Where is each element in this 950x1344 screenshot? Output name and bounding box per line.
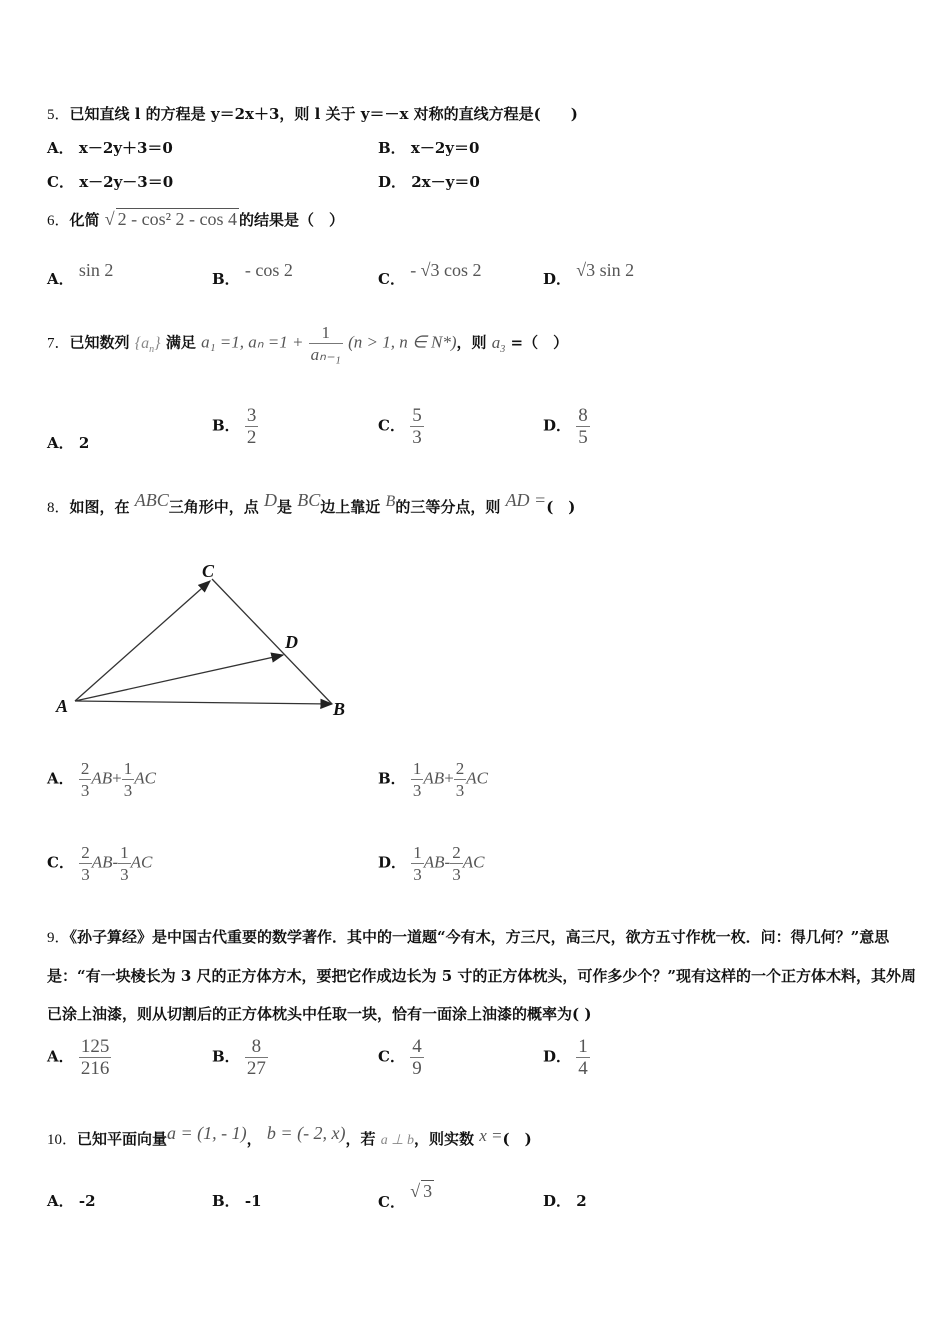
coef-1 (411, 758, 424, 801)
fraction-denominator: aₙ₋₁ (310, 345, 341, 364)
q10-option-d[interactable] (543, 1190, 587, 1211)
q5-option-d[interactable] (378, 171, 480, 192)
fraction-denominator: 3 (80, 781, 90, 800)
q6-option-d[interactable] (543, 260, 635, 289)
question-text: 是 (277, 498, 293, 516)
option-letter: C． (378, 1193, 405, 1211)
option-letter: D． (543, 1192, 572, 1210)
operator: - (444, 852, 451, 872)
option-content: -2 (78, 1192, 96, 1210)
operator: + (112, 768, 122, 788)
vector-ac (75, 581, 210, 701)
vector-1: AB (423, 852, 445, 872)
target-term: $a_3$ (491, 332, 506, 355)
option-fraction (576, 1036, 590, 1079)
label-d: D (285, 632, 298, 652)
option-content: √3 sin 2 (576, 260, 635, 280)
q9-option-c[interactable] (378, 1036, 424, 1079)
option-content: -1 (244, 1192, 262, 1210)
option-letter: B． (212, 1047, 240, 1066)
option-letter: C． (47, 853, 74, 872)
option-letter: C． (378, 416, 405, 435)
question-ask-tail: =（ ） (510, 333, 569, 352)
radicand: 2 - cos² 2 - cos 4 (117, 209, 238, 229)
fraction-numerator: 125 (80, 1036, 110, 1057)
vector-ad (75, 655, 283, 701)
coef-1 (79, 758, 92, 801)
fraction-numerator: 8 (578, 405, 588, 426)
q7-option-d[interactable] (543, 405, 590, 448)
option-content: - √3 cos 2 (410, 260, 482, 280)
option-content: x－2y＋3＝0 (78, 139, 173, 157)
coef-2 (454, 758, 467, 801)
question-text: 化简 (69, 211, 100, 229)
q8-option-c[interactable] (47, 842, 152, 885)
question-text: ，则实数 (414, 1130, 475, 1148)
fraction-numerator: 1 (413, 843, 422, 862)
option-letter: D． (543, 416, 572, 435)
option-letter: D． (543, 1047, 572, 1066)
label-b: B (333, 699, 346, 719)
q6-option-a[interactable] (47, 260, 114, 289)
fraction-numerator: 1 (578, 1036, 588, 1057)
q8-option-a[interactable] (47, 758, 156, 801)
option-letter: B． (212, 1192, 240, 1210)
option-content: 3 (423, 1181, 433, 1201)
option-fraction (410, 405, 424, 448)
question-number: 5． (47, 107, 70, 123)
vector-a: a = (1, - 1) (167, 1123, 247, 1143)
option-content: x－2y－3＝0 (79, 173, 174, 191)
option-letter: D． (378, 173, 407, 191)
fraction-numerator: 1 (123, 759, 133, 778)
vector-ab (75, 701, 332, 704)
question-text: 已知数列 (69, 333, 130, 352)
fraction-denominator: 216 (80, 1058, 110, 1079)
option-letter: A． (47, 270, 74, 288)
question-text: 如图，在 (69, 498, 130, 516)
q10-option-c[interactable] (378, 1181, 434, 1212)
question-text: 已知直线 l 的方程是 y＝2x＋3，则 l 关于 y＝－x 对称的直线方程是( ) (69, 105, 578, 123)
q10-option-a[interactable] (47, 1190, 96, 1211)
coef-1 (79, 842, 92, 885)
question-number: 6． (47, 213, 70, 229)
sqrt-expression: √ 3 (410, 1181, 433, 1201)
question-mid: 满足 (165, 333, 196, 352)
option-content: 2 (576, 1192, 587, 1210)
question-7 (47, 322, 568, 365)
option-fraction (245, 405, 259, 448)
side-cb (212, 579, 332, 704)
label-c: C (202, 561, 215, 581)
condition-start: a₁ =1, aₙ =1 + (201, 332, 304, 352)
option-letter: A． (47, 434, 74, 452)
radical-expression: √ 2 - cos² 2 - cos 4 (104, 209, 238, 229)
vector-1: AB (423, 768, 445, 788)
question-number: 10． (47, 1132, 78, 1148)
option-letter: B． (212, 270, 240, 288)
fraction-denominator: 5 (578, 427, 588, 448)
option-content: - cos 2 (244, 260, 293, 280)
q9-option-a[interactable] (47, 1036, 111, 1079)
vector-b: b = (- 2, x) (266, 1123, 346, 1143)
vector-2: AC (130, 852, 153, 872)
fraction-denominator: 3 (455, 781, 465, 800)
fraction-denominator: 27 (246, 1058, 266, 1079)
option-letter: B． (378, 769, 406, 788)
fraction-numerator: 4 (412, 1036, 422, 1057)
fraction-denominator: 3 (412, 427, 422, 448)
recurrence-fraction (309, 322, 343, 365)
fraction-denominator: 3 (413, 865, 422, 884)
fraction-denominator: 9 (412, 1058, 422, 1079)
option-content: sin 2 (78, 260, 114, 280)
fraction-denominator: 3 (120, 865, 129, 884)
math-triangle: ABC (134, 490, 169, 510)
math-point: D (264, 490, 278, 510)
q6-option-b[interactable] (212, 260, 293, 289)
variable-x: x = (479, 1126, 503, 1145)
option-fraction (576, 405, 590, 448)
triangle-figure (40, 555, 370, 730)
coef-2 (450, 842, 463, 885)
coef-2 (118, 842, 131, 885)
fraction-denominator: 3 (412, 781, 422, 800)
math-segment: BC (297, 490, 321, 510)
fraction-denominator: 4 (578, 1058, 588, 1079)
q5-option-b[interactable] (378, 137, 479, 158)
math-vector: AD = (505, 490, 547, 510)
fraction-numerator: 2 (81, 843, 90, 862)
option-letter: D． (543, 270, 572, 288)
q5-option-a[interactable] (47, 137, 173, 158)
question-text: 《孙子算经》是中国古代重要的数学著作．其中的一道题“今有木，方三尺，高三尺，欲方五寸作枕一枚．问：得几何？”意思是：“有一块棱长为 3 尺的正方体方木，要把它作成边长为 5 寸的正方体枕头，可作多少个？”现有这样的一个正方体木料，其外周已涂上油漆，则从切割后的正方体枕头中任取一块，恰有一面涂上油漆的概率为( ) (47, 928, 917, 1023)
question-text: 的三等分点，则 (395, 498, 501, 516)
q7-option-b[interactable] (212, 405, 258, 448)
question-8 (47, 490, 576, 517)
question-ask: ，则 (456, 333, 487, 352)
q9-option-b[interactable] (212, 1036, 268, 1079)
fraction-numerator: 1 (412, 759, 422, 778)
option-letter: D． (378, 853, 407, 872)
question-number: 7． (47, 335, 70, 352)
q7-option-c[interactable] (378, 405, 424, 448)
question-10 (47, 1123, 532, 1149)
question-text: 已知平面向量 (77, 1130, 168, 1148)
fraction-numerator: 2 (452, 843, 461, 862)
question-text: ，若 (345, 1130, 376, 1148)
option-letter: A． (47, 1047, 74, 1066)
q6-option-c[interactable] (378, 260, 482, 289)
q10-option-b[interactable] (212, 1190, 262, 1211)
option-letter: C． (378, 1047, 405, 1066)
math-point: B (385, 493, 396, 510)
fraction-denominator: 3 (81, 865, 90, 884)
option-letter: B． (378, 139, 406, 157)
option-fraction (79, 1036, 112, 1079)
q8-option-d[interactable] (378, 842, 484, 885)
vector-2: AC (134, 768, 156, 788)
vector-1: AB (91, 852, 113, 872)
vector-2: AC (466, 768, 489, 788)
question-9 (47, 918, 917, 1033)
question-number: 8． (47, 500, 70, 516)
question-text: 边上靠近 (320, 498, 381, 516)
coef-1 (411, 842, 424, 885)
question-tail: ( ) (502, 1130, 532, 1148)
fraction-numerator: 5 (412, 405, 422, 426)
option-letter: A． (47, 769, 74, 788)
option-letter: B． (212, 416, 240, 435)
question-text: ( ) (546, 498, 576, 516)
operator: + (444, 768, 454, 788)
q5-option-c[interactable] (47, 171, 173, 192)
label-a: A (56, 696, 69, 716)
fraction-numerator: 2 (80, 759, 90, 778)
option-letter: C． (47, 173, 74, 191)
option-letter: A． (47, 1192, 74, 1210)
fraction-numerator: 1 (321, 323, 330, 342)
q8-option-b[interactable] (378, 758, 488, 801)
perpendicular-condition: a ⊥ b (380, 1133, 414, 1148)
condition-tail: (n > 1, n ∈ N*) (348, 332, 457, 352)
vector-1: AB (91, 768, 113, 788)
option-letter: C． (378, 270, 405, 288)
option-fraction (410, 1036, 424, 1079)
fraction-numerator: 3 (246, 405, 257, 426)
fraction-denominator: 3 (123, 781, 133, 800)
fraction-denominator: 3 (452, 865, 461, 884)
option-content: 2 (78, 434, 90, 452)
question-suffix: 的结果是（ ） (239, 211, 345, 229)
coef-2 (122, 758, 135, 801)
question-text: 三角形中，点 (168, 498, 259, 516)
q7-option-a[interactable] (47, 432, 89, 453)
option-fraction (245, 1036, 268, 1079)
fraction-numerator: 1 (120, 843, 129, 862)
fraction-numerator: 2 (455, 759, 465, 778)
option-content: 2x－y＝0 (411, 173, 480, 191)
separator: ， (246, 1130, 262, 1148)
option-content: x－2y＝0 (410, 139, 480, 157)
fraction-numerator: 8 (251, 1036, 262, 1057)
fraction-denominator: 2 (246, 427, 257, 448)
operator: - (112, 852, 119, 872)
q9-option-d[interactable] (543, 1036, 590, 1079)
question-5 (47, 103, 578, 124)
question-6 (47, 208, 344, 230)
question-number: 9． (47, 930, 70, 946)
option-letter: A． (47, 139, 74, 157)
sequence-symbol: $\{a_n\}$ (134, 334, 161, 355)
vector-2: AC (462, 852, 485, 872)
